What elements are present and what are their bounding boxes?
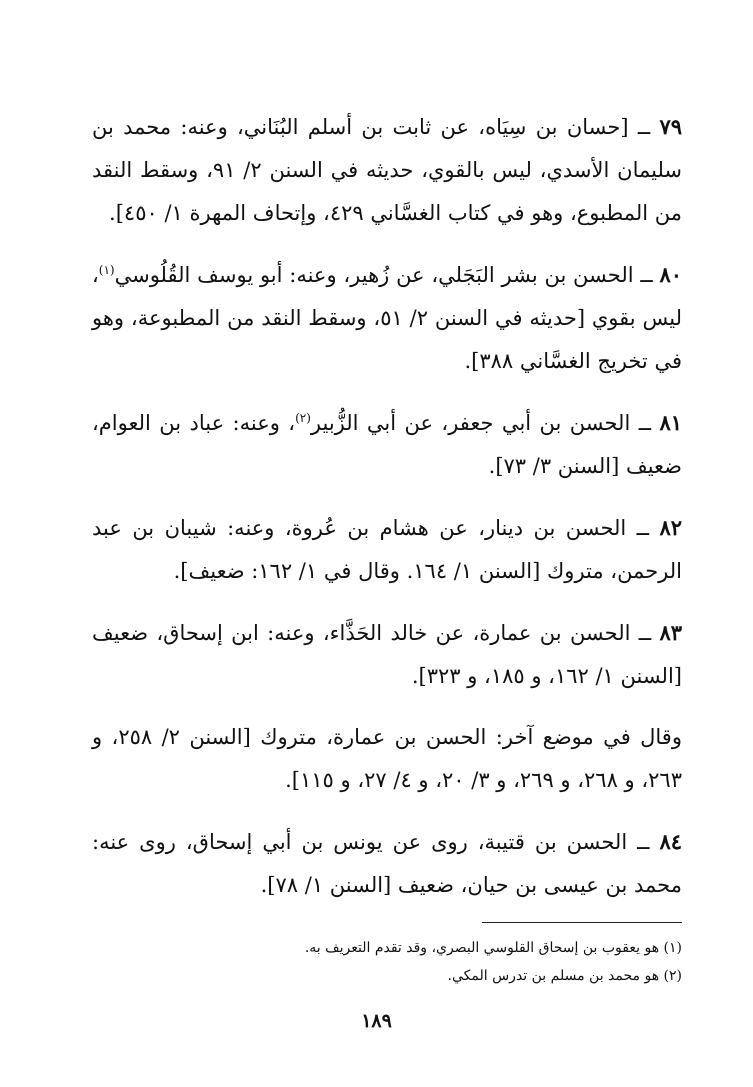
entry-number: ٨٣: [659, 620, 682, 645]
main-text: [92, 105, 682, 925]
entry-text: ــ الحسن بن قتيبة، روى عن يونس بن أبي إسحاق، روى عنه: محمد بن عيسى بن حيان، ضعيف [السنن ١/ ٧٨].: [92, 830, 682, 897]
footnote-1: (١) هو يعقوب بن إسحاق القلوسي البصري، وقد تقدم التعريف به.: [304, 940, 682, 956]
entry-83: [92, 611, 682, 698]
footnote-divider: [482, 922, 682, 923]
entry-82: [92, 506, 682, 593]
entry-text: ــ الحسن بن دينار، عن هشام بن عُروة، وعنه: شيبان بن عبد الرحمن، متروك [السنن ١/ ١٦٤. وقال في ١/ ١٦٢: ضعيف].: [92, 516, 682, 583]
footnote-2: (٢) هو محمد بن مسلم بن تدرس المكي.: [447, 968, 682, 984]
entry-text: ــ الحسن بن عمارة، عن خالد الحَذَّاء، وعنه: ابن إسحاق، ضعيف [السنن ١/ ١٦٢، و ١٨٥، و ٣٢٣].: [92, 621, 682, 688]
page-number: ١٨٩: [361, 1010, 392, 1032]
entry-81: [92, 401, 682, 488]
entry-84: [92, 820, 682, 907]
footnote-marker: (١): [98, 263, 115, 277]
entry-80: [92, 253, 682, 383]
entry-text: ــ الحسن بن أبي جعفر، عن أبي الزُّبير: [310, 411, 660, 435]
footnote-marker: (٢): [295, 411, 311, 425]
entry-text: ، ليس بقوي [حديثه في السنن ٢/ ٥١، وسقط النقد من المطبوعة، وهو في تخريج الغسَّاني ٣٨٨].: [92, 263, 682, 373]
entry-text: وقال في موضع آخر: الحسن بن عمارة، متروك [السنن ٢/ ٢٥٨، و ٢٦٣، و ٢٦٨، و ٢٦٩، و ٣/ ٢٠، و ٤/ ٢٧، و ١١٥].: [92, 725, 682, 792]
entry-number: ٨٤: [659, 829, 682, 854]
entry-text: ــ الحسن بن بشر البَجَلي، عن زُهير، وعنه: أبو يوسف القُلُوسي: [114, 263, 660, 287]
entry-number: ٧٩: [659, 114, 682, 139]
entry-text: ، وعنه: عباد بن العوام، ضعيف [السنن ٣/ ٧٣].: [92, 411, 682, 478]
entry-83-continued: [92, 716, 682, 802]
entry-number: ٨٠: [659, 262, 682, 287]
entry-79: [92, 105, 682, 235]
entry-number: ٨١: [659, 410, 682, 435]
entry-number: ٨٢: [659, 515, 682, 540]
entry-text: ــ [حسان بن سِيَاه، عن ثابت بن أسلم البُنَاني، وعنه: محمد بن سليمان الأسدي، ليس بالقوي، حديثه في السنن ٢/ ٩١، وسقط النقد من المطبوع، وهو في كتاب الغسَّاني ٤٢٩، وإتحاف المهرة ١/ ٤٥٠].: [92, 115, 682, 225]
footnotes: [92, 934, 682, 990]
